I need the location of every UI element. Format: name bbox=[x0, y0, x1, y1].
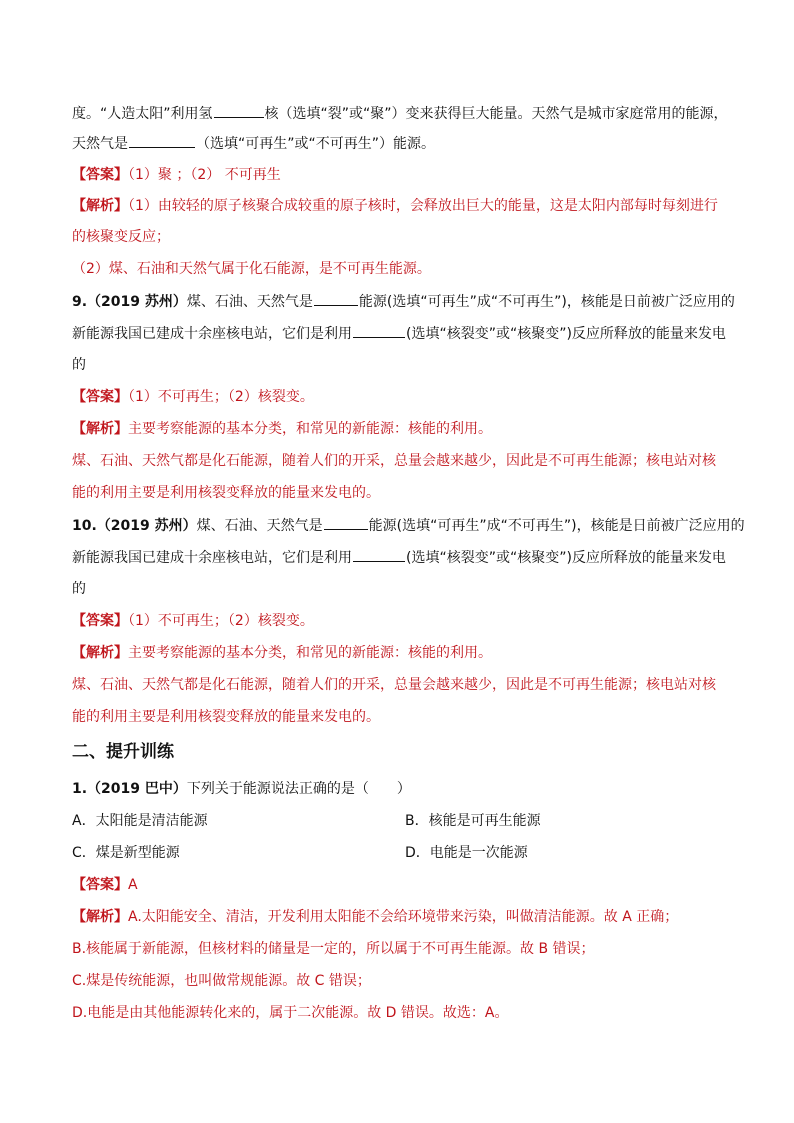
analysis-tag: 【解析】 bbox=[72, 645, 128, 661]
answer-tag: 【答案】 bbox=[72, 613, 128, 629]
analysis-text: 能的利用主要是利用核裂变释放的能量来发电的。 bbox=[72, 709, 380, 725]
analysis-tag: 【解析】 bbox=[72, 198, 128, 214]
q9-line-2 bbox=[72, 323, 732, 344]
q8-answer bbox=[72, 165, 732, 185]
option-b[interactable]: B．核能是可再生能源 bbox=[405, 813, 541, 829]
analysis-text: A.太阳能安全、清洁，开发利用太阳能不会给环境带来污染，叫做清洁能源。故 A 正确； bbox=[128, 909, 679, 925]
q9-text: (选填“核裂变”或“核聚变”)反应所释放的能量来发电 bbox=[406, 326, 726, 342]
q9-analysis-2 bbox=[72, 451, 732, 471]
answer-text: （1）聚 ；（2） 不可再生 bbox=[128, 167, 281, 183]
question-number: 9.（2019 苏州） bbox=[72, 294, 187, 310]
section-title: 二、提升训练 bbox=[72, 742, 174, 762]
analysis-text: 主要考察能源的基本分类，和常见的新能源：核能的利用。 bbox=[128, 421, 492, 437]
p1-analysis-1 bbox=[72, 907, 732, 927]
q8-analysis-2 bbox=[72, 227, 732, 247]
q10-analysis-1 bbox=[72, 643, 732, 663]
analysis-tag: 【解析】 bbox=[72, 909, 128, 925]
analysis-text: 能的利用主要是利用核裂变释放的能量来发电的。 bbox=[72, 485, 380, 501]
q8-blank-2[interactable] bbox=[129, 133, 195, 148]
q10-analysis-3 bbox=[72, 707, 732, 727]
q10-line-2 bbox=[72, 547, 732, 568]
q9-blank-2[interactable] bbox=[353, 323, 405, 338]
question-stem: 下列关于能源说法正确的是（ ） bbox=[186, 781, 411, 797]
p1-analysis-4 bbox=[72, 1003, 732, 1023]
q9-line-3 bbox=[72, 355, 732, 375]
q10-answer bbox=[72, 611, 732, 631]
q10-text: 煤、石油、天然气是 bbox=[196, 518, 323, 534]
analysis-text: 主要考察能源的基本分类，和常见的新能源：核能的利用。 bbox=[128, 645, 492, 661]
analysis-text: 煤、石油、天然气都是化石能源，随着人们的开采，总量会越来越少，因此是不可再生能源；核电站对核 bbox=[72, 677, 716, 693]
q9-blank-1[interactable] bbox=[314, 291, 358, 306]
q10-text: 新能源我国已建成十余座核电站，它们是利用 bbox=[72, 550, 352, 566]
analysis-text: D.电能是由其他能源转化来的，属于二次能源。故 D 错误。故选：A。 bbox=[72, 1005, 509, 1021]
q10-line-1 bbox=[72, 515, 745, 536]
q8-analysis-3 bbox=[72, 259, 732, 279]
q10-blank-2[interactable] bbox=[353, 547, 405, 562]
q9-analysis-1 bbox=[72, 419, 732, 439]
q9-analysis-3 bbox=[72, 483, 732, 503]
option-c[interactable]: C．煤是新型能源 bbox=[72, 845, 180, 861]
q10-analysis-2 bbox=[72, 675, 732, 695]
answer-text: A bbox=[128, 877, 138, 893]
analysis-text: 的核聚变反应； bbox=[72, 229, 170, 245]
answer-tag: 【答案】 bbox=[72, 389, 128, 405]
analysis-text: C.煤是传统能源，也叫做常规能源。故 C 错误； bbox=[72, 973, 371, 989]
analysis-text: B.核能属于新能源，但核材料的储量是一定的，所以属于不可再生能源。故 B 错误； bbox=[72, 941, 595, 957]
q9-text: 的 bbox=[72, 357, 86, 373]
q8-blank-1[interactable] bbox=[214, 103, 264, 118]
answer-text: （1）不可再生；（2）核裂变。 bbox=[128, 613, 314, 629]
answer-tag: 【答案】 bbox=[72, 877, 128, 893]
answer-text: （1）不可再生；（2）核裂变。 bbox=[128, 389, 314, 405]
option-a[interactable]: A．太阳能是清洁能源 bbox=[72, 813, 208, 829]
analysis-text: 煤、石油、天然气都是化石能源，随着人们的开采，总量会越来越少，因此是不可再生能源；核电站对核 bbox=[72, 453, 716, 469]
option-d[interactable]: D．电能是一次能源 bbox=[405, 845, 528, 861]
q9-text: 新能源我国已建成十余座核电站，它们是利用 bbox=[72, 326, 352, 342]
analysis-text: （1）由较轻的原子核聚合成较重的原子核时，会释放出巨大的能量，这是太阳内部每时每刻进行 bbox=[128, 198, 718, 214]
q8-text: 核（选填“裂”或“聚”）变来获得巨大能量。天然气是城市家庭常用的能源， bbox=[264, 106, 728, 122]
analysis-tag: 【解析】 bbox=[72, 421, 128, 437]
q9-line-1 bbox=[72, 291, 735, 312]
q9-text: 煤、石油、天然气是 bbox=[186, 294, 313, 310]
q10-line-3 bbox=[72, 579, 732, 599]
q8-line-2 bbox=[72, 133, 732, 154]
question-number: 10.（2019 苏州） bbox=[72, 518, 197, 534]
p1-analysis-2 bbox=[72, 939, 732, 959]
p1-answer bbox=[72, 875, 732, 895]
q8-text: 天然气是 bbox=[72, 136, 128, 152]
analysis-text: （2）煤、石油和天然气属于化石能源，是不可再生能源。 bbox=[72, 261, 431, 277]
q10-blank-1[interactable] bbox=[324, 515, 368, 530]
q10-text: 能源(选填“可再生”成“不可再生”)，核能是日前被广泛应用的 bbox=[368, 518, 745, 534]
q10-text: 的 bbox=[72, 581, 86, 597]
q8-text: （选填“可再生”或“不可再生”）能源。 bbox=[196, 136, 436, 152]
p1-stem bbox=[72, 779, 732, 799]
q8-text: 度。“人造太阳”利用氢 bbox=[72, 106, 213, 122]
q10-text: (选填“核裂变”或“核聚变”)反应所释放的能量来发电 bbox=[406, 550, 726, 566]
answer-tag: 【答案】 bbox=[72, 167, 128, 183]
q9-answer bbox=[72, 387, 732, 407]
p1-analysis-3 bbox=[72, 971, 732, 991]
question-number: 1.（2019 巴中） bbox=[72, 781, 187, 797]
q8-analysis-1 bbox=[72, 196, 732, 216]
q9-text: 能源(选填“可再生”成“不可再生”)，核能是日前被广泛应用的 bbox=[358, 294, 735, 310]
q8-line-1 bbox=[72, 103, 732, 124]
